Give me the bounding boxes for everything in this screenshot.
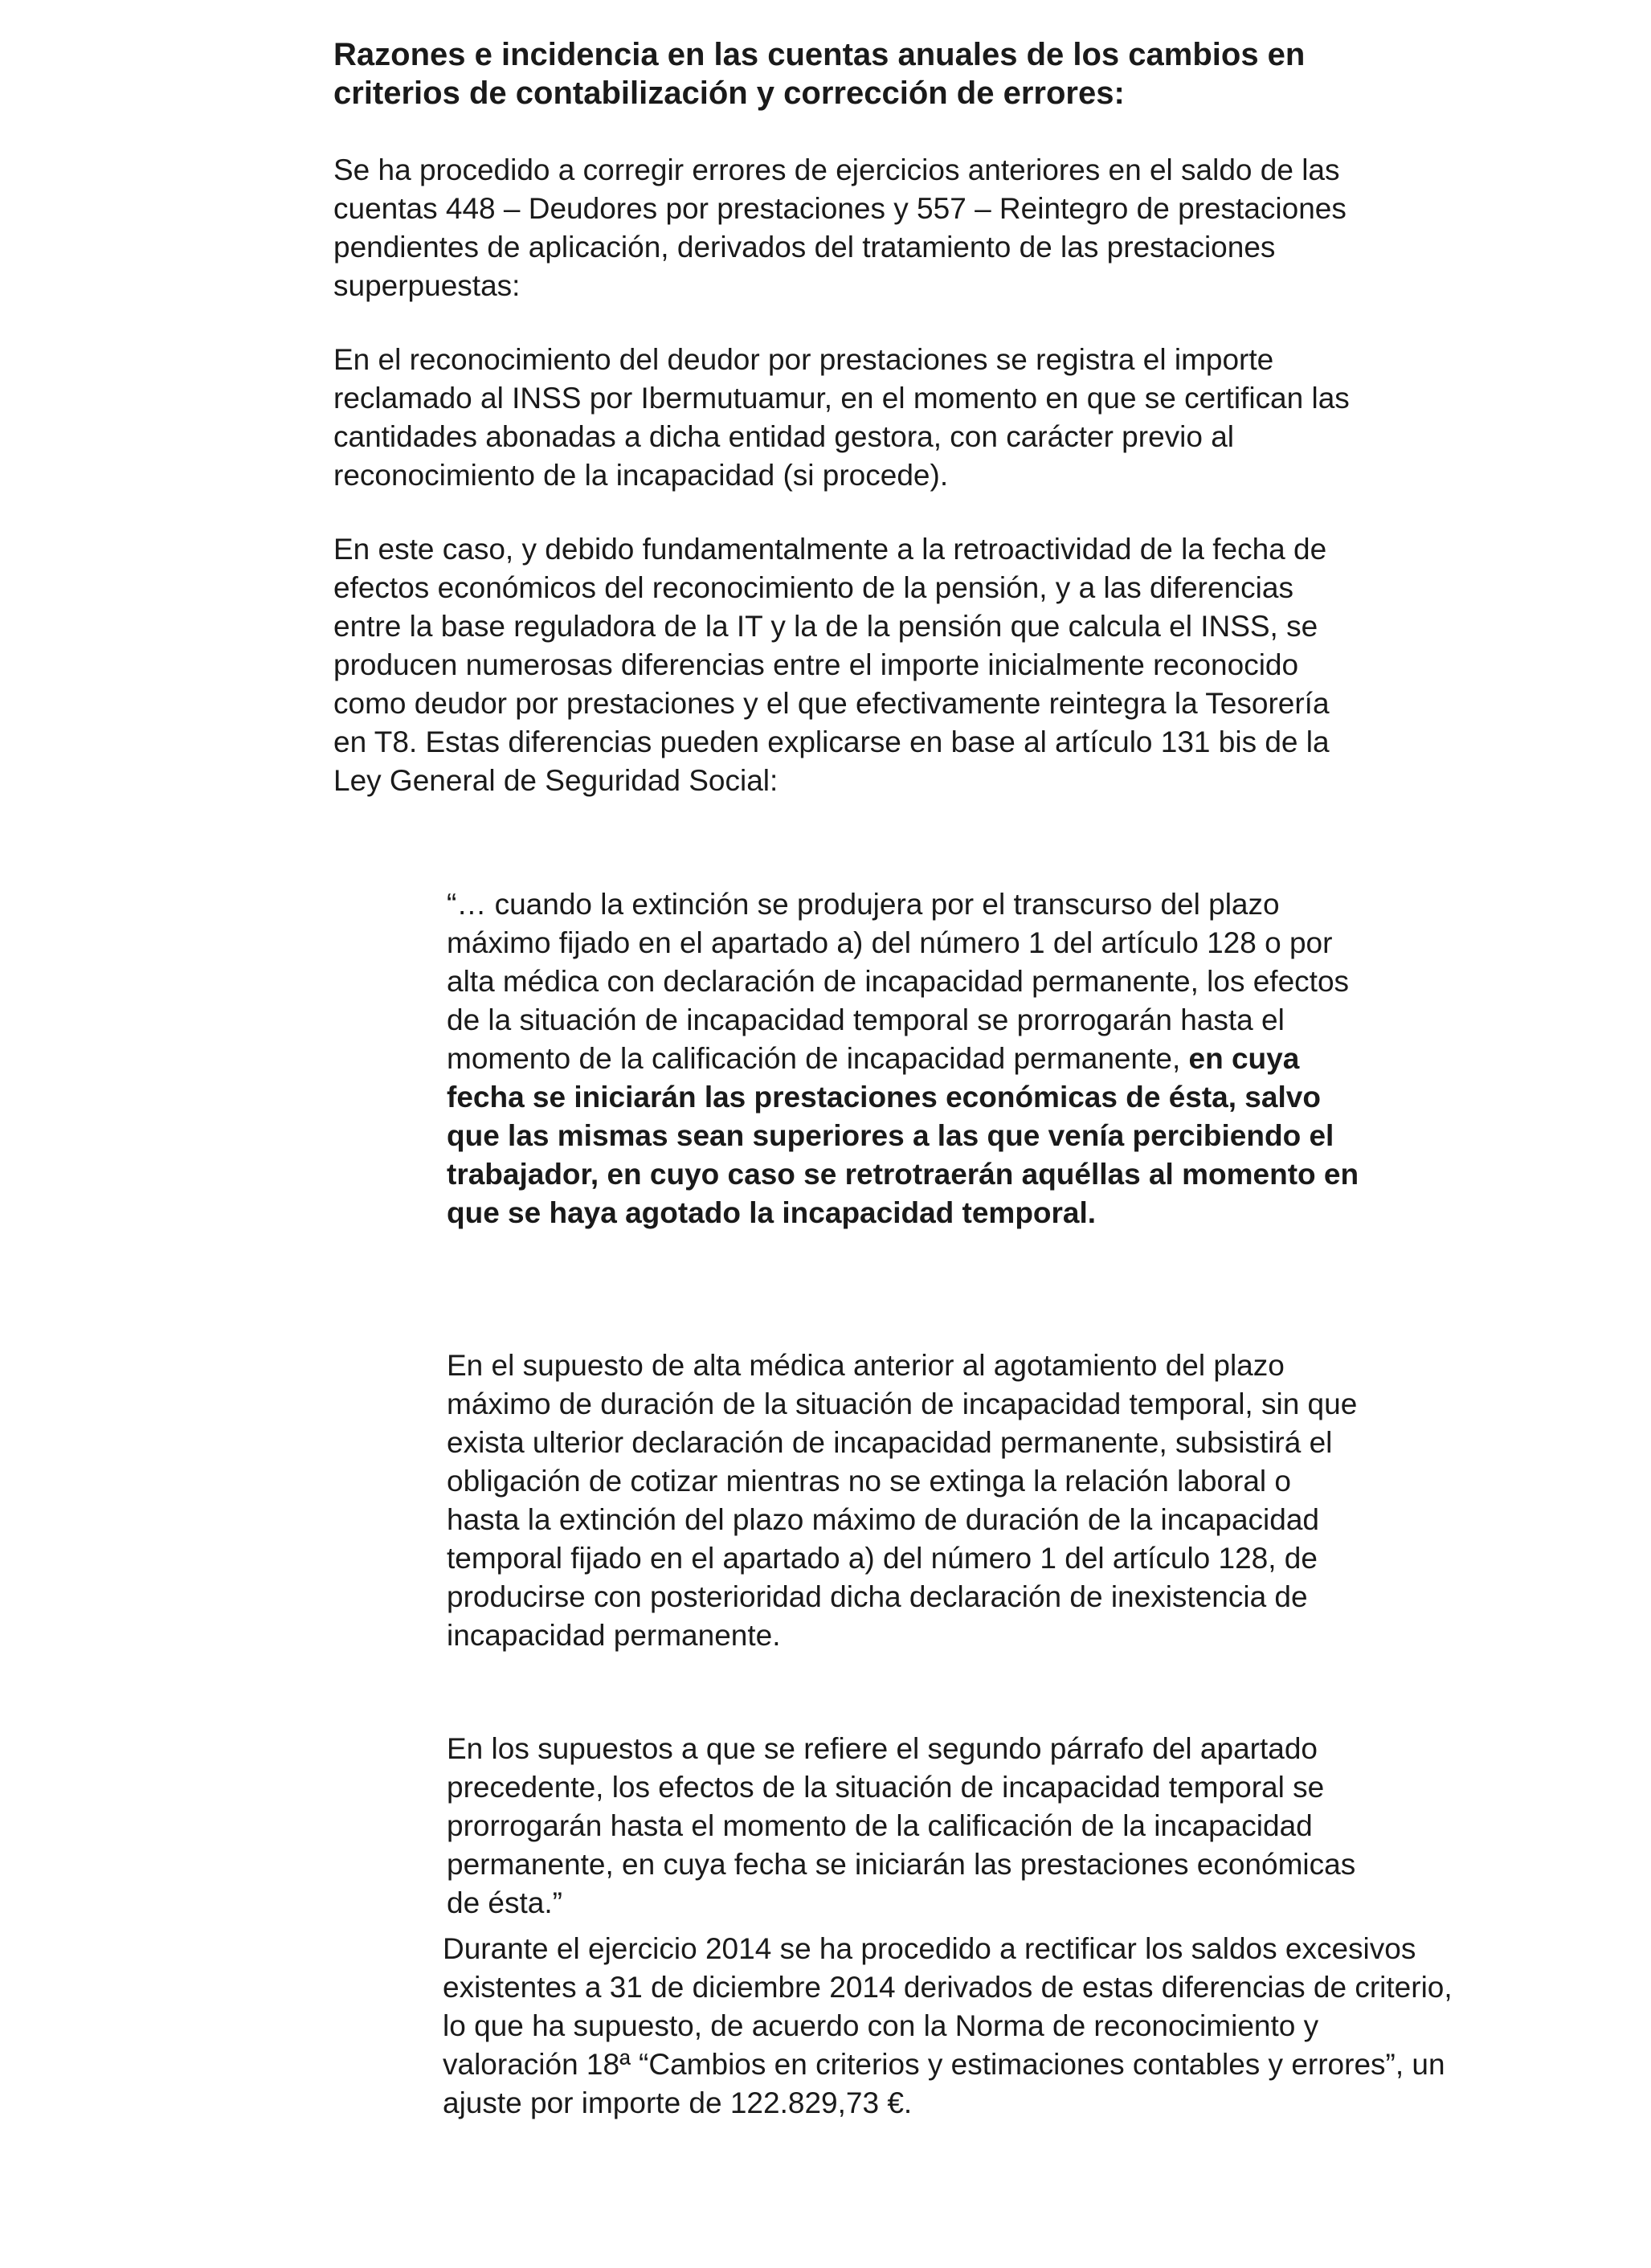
law-quote-1-bold: en cuya fecha se iniciarán las prestaciones económicas de ésta, salvo que las mismas sean superiores a las que venía percibiendo el trabajador, en cuyo caso se retrotraerán aquéllas al momento en que se haya agotado la incapacidad temporal. xyxy=(447,1042,1359,1229)
paragraph-debtor-recognition: En el reconocimiento del deudor por prestaciones se registra el importe reclamado al INSS por Ibermutuamur, en el momento en que se certifican las cantidades abonadas a dicha entidad gestora, con carácter previo al reconocimiento de la incapacidad (si procede). xyxy=(333,343,1350,492)
law-quote-1-normal: “… cuando la extinción se produjera por el transcurso del plazo máximo fijado en el apartado a) del número 1 del artículo 128 o por alta médica con declaración de incapacidad permanente, los efectos de la situación de incapacidad temporal se prorrogarán hasta el momento de la calificación de incapacidad permanente, xyxy=(447,888,1350,1075)
law-quote-3 xyxy=(447,1730,1371,1923)
paragraph-differences: En este caso, y debido fundamentalmente a la retroactividad de la fecha de efectos económicos del reconocimiento de la pensión, y a las diferencias entre la base reguladora de la IT y la de la pensión que calcula el INSS, se producen numerosas diferencias entre el importe inicialmente reconocido como deudor por prestaciones y el que efectivamente reintegra la Tesorería en T8. Estas diferencias pueden explicarse en base al artículo 131 bis de la Ley General de Seguridad Social: xyxy=(333,533,1330,797)
law-quote-3-text: En los supuestos a que se refiere el segundo párrafo del apartado precedente, los efectos de la situación de incapacidad temporal se prorrogarán hasta el momento de la calificación de la incapacidad permanente, en cuya fecha se iniciarán las prestaciones económicas de ésta.” xyxy=(447,1732,1356,1919)
law-quote-1 xyxy=(447,885,1371,1232)
section-heading: Razones e incidencia en las cuentas anuales de los cambios en criterios de contabilización y corrección de errores: xyxy=(333,37,1306,111)
law-quote-1-text xyxy=(447,885,1371,1232)
paragraph-adjustment: Durante el ejercicio 2014 se ha procedido a rectificar los saldos excesivos existentes a 31 de diciembre 2014 derivados de estas diferencias de criterio, lo que ha supuesto, de acuerdo con la Norma de reconocimiento y valoración 18ª “Cambios en criterios y estimaciones contables y errores”, un ajuste por importe de 122.829,73 €. xyxy=(443,1932,1453,2119)
law-quote-2 xyxy=(447,1346,1371,1655)
law-quote-2-text: En el supuesto de alta médica anterior al agotamiento del plazo máximo de duración de la situación de incapacidad temporal, sin que exista ulterior declaración de incapacidad permanente, subsistirá el obligación de cotizar mientras no se extinga la relación laboral o hasta la extinción del plazo máximo de duración de la incapacidad temporal fijado en el apartado a) del número 1 del artículo 128, de producirse con posterioridad dicha declaración de inexistencia de incapacidad permanente. xyxy=(447,1349,1358,1652)
paragraph-corrections: Se ha procedido a corregir errores de ejercicios anteriores en el saldo de las cuentas 448 – Deudores por prestaciones y 557 – Reintegro de prestaciones pendientes de aplicación, derivados del tratamiento de las prestaciones superpuestas: xyxy=(333,153,1347,302)
